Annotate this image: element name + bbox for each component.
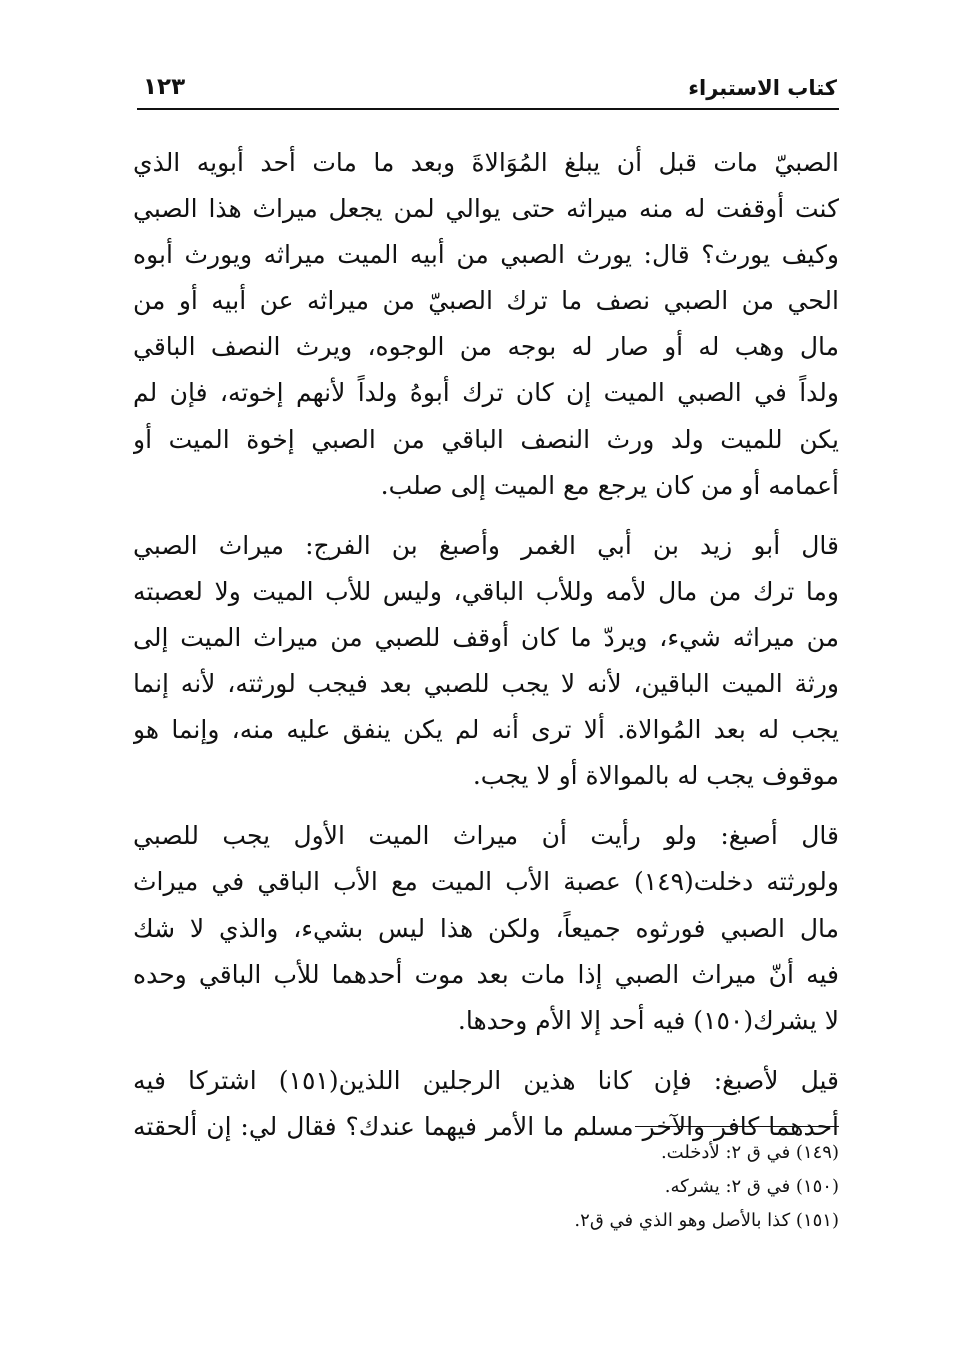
main-text	[133, 140, 839, 1150]
text-line: ولداً في الصبي الميت إن كان ترك أبوهُ ولداً لأنهم إخوته، فإن لم	[133, 378, 839, 408]
text-line: قيل لأصبغ: فإن كانا هذين الرجلين اللذين(١٥١) اشتركا فيه	[133, 1065, 839, 1095]
text-line: الصبيّ مات قبل أن يبلغ المُوَالاةَ وبعد ما مات أحد أبويه الذي	[133, 148, 839, 177]
text-line: مال وهب له أو صار له بوجه من الوجوه، ويرث النصف الباقي	[133, 332, 839, 362]
text-line: الحي من الصبي نصف ما ترك الصبيّ من ميراثه عن أبيه أو من	[133, 286, 839, 316]
text-line: أعمامه أو من كان يرجع مع الميت إلى صلب.	[380, 470, 839, 500]
paragraph-gap	[133, 799, 839, 813]
text-line: أحدهما كافر والآخر مسلم ما الأمر فيهما عندك؟ فقال لي: إن ألحقته	[133, 1111, 839, 1141]
text-line: فيه أنّ ميراث الصبي إذا مات بعد موت أحدهما للأب الباقي وحده	[133, 959, 839, 989]
text-line: يجب له بعد المُوالاة. ألا ترى أنه لم يكن ينفق عليه منه، وإنما هو	[133, 715, 839, 745]
footnote: (١٤٩) في ق ٢: لأدخلت.	[660, 1142, 839, 1163]
footnote: (١٥٠) في ق ٢: يشركه.	[664, 1176, 839, 1197]
footnotes	[239, 1136, 839, 1238]
text-line: موقوف يجب له بالموالاة أو لا يجب.	[472, 761, 839, 791]
paragraph-gap	[133, 509, 839, 523]
text-line: ولورثته دخلت(١٤٩) عصبة الأب الميت مع الأب الباقي في ميراث	[133, 867, 839, 897]
text-line: ورثة الميت الباقين، لأنه لا يجب للصبي بعد فيجب لورثته، لأنه إنما	[133, 669, 839, 699]
text-line: كنت أوقفت له منه ميراثه حتى يوالي لمن يجعل ميراث هذا الصبي	[133, 194, 839, 224]
footnote: (١٥١) كذا بالأصل وهو الذي في ق٢.	[574, 1210, 839, 1231]
text-line: قال أصبغ: ولو رأيت أن ميراث الميت الأول يجب للصبي	[133, 821, 839, 851]
text-line: يكن للميت ولد ورث النصف الباقي من الصبي إخوة الميت أو	[133, 424, 839, 454]
text-line: قال أبو زيد بن أبي الغمر وأصبغ بن الفرج: ميراث الصبي	[133, 530, 839, 560]
header-divider	[137, 108, 839, 110]
page-number: ١٢٣	[143, 74, 186, 100]
text-line: وكيف يورث؟ قال: يورث الصبي من أبيه الميت ميراثه ويورث أبوه	[133, 240, 839, 270]
text-line: من ميراثه شيء، ويردّ ما كان أوقف للصبي من ميراث الميت إلى	[133, 622, 839, 652]
running-header	[137, 72, 837, 110]
text-line: مال الصبي فورثوه جميعاً، ولكن هذا ليس بشيء، والذي لا شك	[133, 913, 839, 943]
footnote-divider	[635, 1126, 839, 1127]
text-line: وما ترك من مال لأمه وللأب الباقي، وليس للأب الميت ولا لعصبته	[133, 576, 839, 606]
paragraph-gap	[133, 1044, 839, 1058]
text-line: لا يشرك(١٥٠) فيه أحد إلا الأم وحدها.	[457, 1005, 839, 1035]
book-title: كتاب الاستبراء	[688, 76, 837, 100]
